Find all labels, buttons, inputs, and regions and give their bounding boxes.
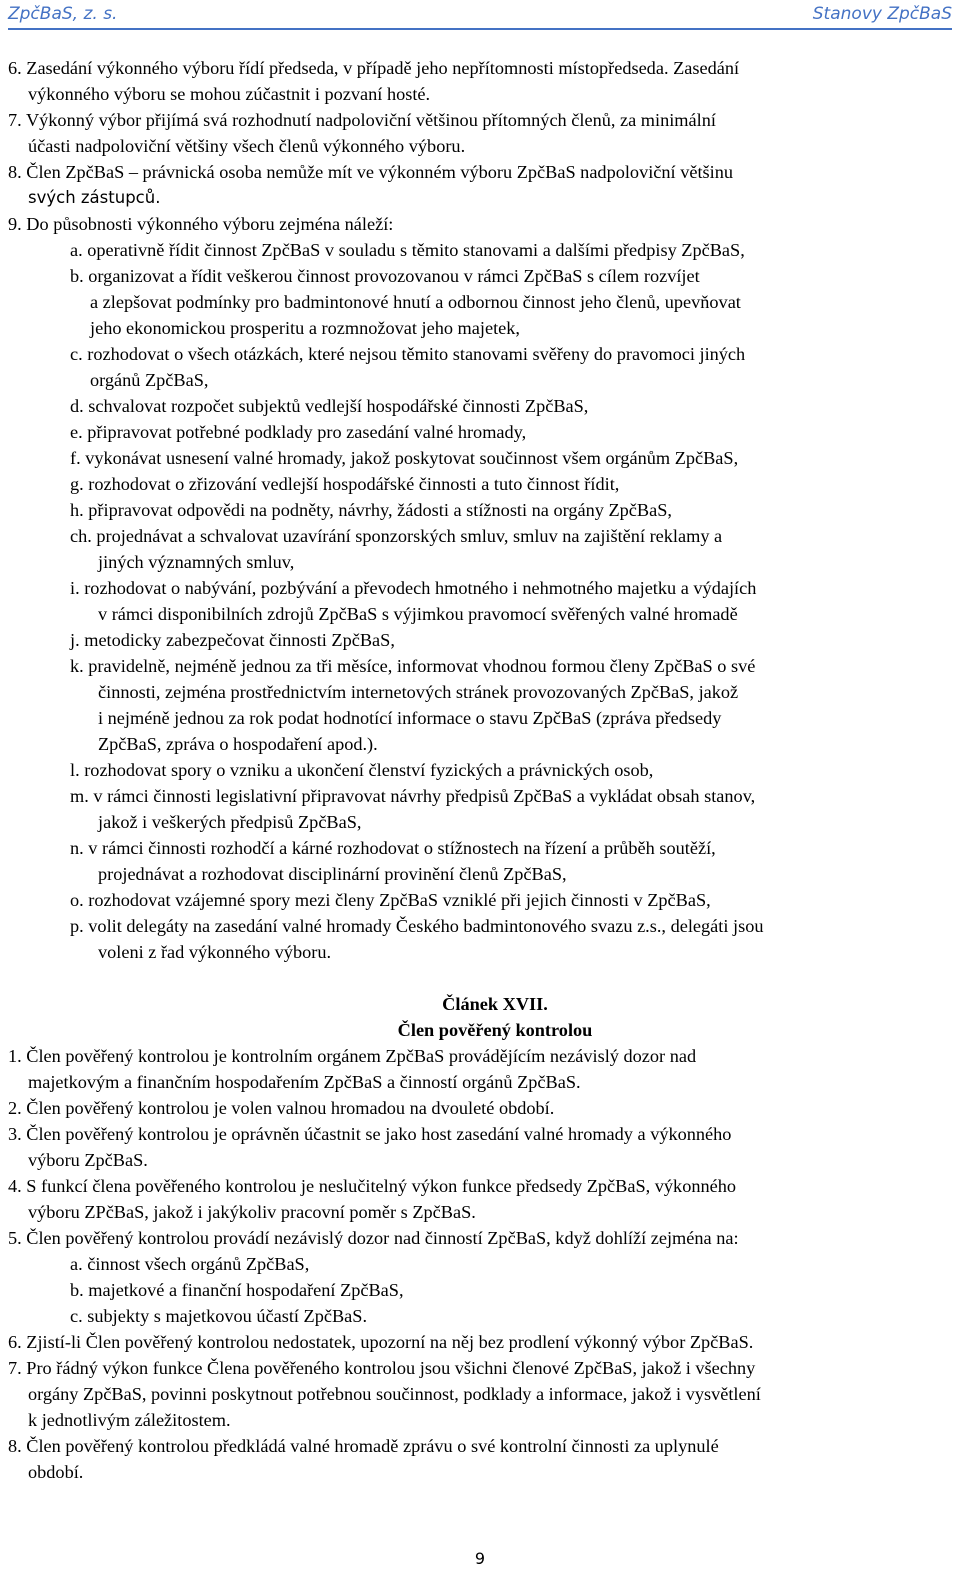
sub-item-h: h. připravovat odpovědi na podněty, návrhy, žádosti a stížnosti na orgány ZpčBaS,: [70, 500, 672, 520]
article-item-1-line-2: majetkovým a finančním hospodařením ZpčBaS a činností orgánů ZpčBaS.: [28, 1072, 581, 1092]
sub-item-f: f. vykonávat usnesení valné hromady, jakož poskytovat součinnost všem orgánům ZpčBaS,: [70, 448, 739, 468]
paragraph-8-line-2: svých zástupců.: [28, 188, 161, 207]
page-number: 9: [474, 1549, 486, 1568]
article-item-7-line-1: 7. Pro řádný výkon funkce Člena pověřeného kontrolou jsou všichni členové ZpčBaS, jakož i všechny: [8, 1358, 756, 1378]
article-item-2: 2. Člen pověřený kontrolou je volen valnou hromadou na dvouleté období.: [8, 1098, 555, 1118]
article-item-4-line-2: výboru ZPčBaS, jakož i jakýkoliv pracovní poměr s ZpčBaS.: [28, 1202, 476, 1222]
article-item-1-line-1: 1. Člen pověřený kontrolou je kontrolním orgánem ZpčBaS provádějícím nezávislý dozor nad: [8, 1046, 697, 1066]
header-doc-title: Stanovy ZpčBaS: [812, 4, 952, 24]
sub-item-m-line-2: jakož i veškerých předpisů ZpčBaS,: [98, 812, 362, 832]
paragraph-6-line-2: výkonného výboru se mohou zúčastnit i pozvaní hosté.: [28, 84, 431, 104]
sub-item-k-line-1: k. pravidelně, nejméně jednou za tři měsíce, informovat vhodnou formou členy ZpčBaS o své: [70, 656, 756, 676]
article-item-3-line-2: výboru ZpčBaS.: [28, 1150, 148, 1170]
sub-item-p-line-1: p. volit delegáty na zasedání valné hromady Českého badmintonového svazu z.s., delegáti jsou: [70, 916, 764, 936]
article-item-7-line-3: k jednotlivým záležitostem.: [28, 1410, 231, 1430]
sub-item-k-line-2: činnosti, zejména prostřednictvím internetových stránek provozovaných ZpčBaS, jakož: [98, 682, 739, 702]
sub-item-o: o. rozhodovat vzájemné spory mezi členy ZpčBaS vzniklé při jejich činnosti v ZpčBaS,: [70, 890, 711, 910]
header-org-name: ZpčBaS, z. s.: [8, 4, 118, 24]
sub-item-i-line-2: v rámci disponibilních zdrojů ZpčBaS s výjimkou pravomocí svěřených valné hromadě: [98, 604, 738, 624]
paragraph-9: 9. Do působnosti výkonného výboru zejména náleží:: [8, 214, 394, 234]
article-item-5b: b. majetkové a finanční hospodaření ZpčBaS,: [70, 1280, 404, 1300]
paragraph-8-line-1: 8. Člen ZpčBaS – právnická osoba nemůže mít ve výkonném výboru ZpčBaS nadpoloviční většinu: [8, 162, 734, 182]
paragraph-7-line-2: účasti nadpoloviční většiny všech členů výkonného výboru.: [28, 136, 466, 156]
document-body: [8, 55, 952, 1485]
sub-item-b-line-2: a zlepšovat podmínky pro badmintonové hnutí a odbornou činnost jeho členů, upevňovat: [90, 292, 741, 312]
sub-item-k-line-4: ZpčBaS, zpráva o hospodaření apod.).: [98, 734, 378, 754]
sub-item-ch-line-2: jiných významných smluv,: [98, 552, 295, 572]
spacer: [8, 965, 952, 991]
article-item-8-line-2: období.: [28, 1462, 84, 1482]
article-number: Článek XVII.: [442, 994, 548, 1014]
header-divider: [8, 28, 952, 30]
article-item-4-line-1: 4. S funkcí člena pověřeného kontrolou je neslučitelný výkon funkce předsedy ZpčBaS, výkonného: [8, 1176, 737, 1196]
sub-item-b-line-1: b. organizovat a řídit veškerou činnost provozovanou v rámci ZpčBaS s cílem rozvíjet: [70, 266, 700, 286]
sub-item-ch-line-1: ch. projednávat a schvalovat uzavírání sponzorských smluv, smluv na zajištění reklamy a: [70, 526, 723, 546]
article-item-8-line-1: 8. Člen pověřený kontrolou předkládá valné hromadě zprávu o své kontrolní činnosti za uplynulé: [8, 1436, 719, 1456]
sub-item-n-line-1: n. v rámci činnosti rozhodčí a kárné rozhodovat o stížnostech na řízení a průběh soutěží,: [70, 838, 716, 858]
page-header: [8, 4, 952, 28]
paragraph-6-line-1: 6. Zasedání výkonného výboru řídí předseda, v případě jeho nepřítomnosti místopředseda. Zasedání: [8, 58, 740, 78]
sub-item-c-line-2: orgánů ZpčBaS,: [90, 370, 209, 390]
paragraph-7-line-1: 7. Výkonný výbor přijímá svá rozhodnutí nadpoloviční většinou přítomných členů, za minimální: [8, 110, 716, 130]
sub-item-d: d. schvalovat rozpočet subjektů vedlejší hospodářské činnosti ZpčBaS,: [70, 396, 589, 416]
article-item-5a: a. činnost všech orgánů ZpčBaS,: [70, 1254, 310, 1274]
sub-item-i-line-1: i. rozhodovat o nabývání, pozbývání a převodech hmotného i nehmotného majetku a výdajích: [70, 578, 757, 598]
sub-item-e: e. připravovat potřebné podklady pro zasedání valné hromady,: [70, 422, 527, 442]
article-title: Člen pověřený kontrolou: [397, 1020, 593, 1040]
sub-item-k-line-3: i nejméně jednou za rok podat hodnotící informace o stavu ZpčBaS (zpráva předsedy: [98, 708, 722, 728]
article-item-5c: c. subjekty s majetkovou účastí ZpčBaS.: [70, 1306, 368, 1326]
sub-item-n-line-2: projednávat a rozhodovat disciplinární provinění členů ZpčBaS,: [98, 864, 567, 884]
sub-item-l: l. rozhodovat spory o vzniku a ukončení členství fyzických a právnických osob,: [70, 760, 654, 780]
sub-item-j: j. metodicky zabezpečovat činnosti ZpčBaS,: [70, 630, 395, 650]
sub-item-m-line-1: m. v rámci činnosti legislativní připravovat návrhy předpisů ZpčBaS a vykládat obsah stanov,: [70, 786, 756, 806]
sub-item-g: g. rozhodovat o zřizování vedlejší hospodářské činnosti a tuto činnost řídit,: [70, 474, 620, 494]
article-item-6: 6. Zjistí-li Člen pověřený kontrolou nedostatek, upozorní na něj bez prodlení výkonný výbor ZpčBaS.: [8, 1332, 754, 1352]
sub-item-b-line-3: jeho ekonomickou prosperitu a rozmnožovat jeho majetek,: [90, 318, 520, 338]
article-item-5: 5. Člen pověřený kontrolou provádí nezávislý dozor nad činností ZpčBaS, když dohlíží zejména na:: [8, 1228, 739, 1248]
article-item-7-line-2: orgány ZpčBaS, povinni poskytnout potřebnou součinnost, podklady a informace, jakož i vysvětlení: [28, 1384, 761, 1404]
sub-item-c-line-1: c. rozhodovat o všech otázkách, které nejsou těmito stanovami svěřeny do pravomoci jiných: [70, 344, 746, 364]
sub-item-p-line-2: voleni z řad výkonného výboru.: [98, 942, 332, 962]
sub-item-a: a. operativně řídit činnost ZpčBaS v souladu s těmito stanovami a dalšími předpisy ZpčBaS,: [70, 240, 745, 260]
article-item-3-line-1: 3. Člen pověřený kontrolou je oprávněn účastnit se jako host zasedání valné hromady a výkonného: [8, 1124, 732, 1144]
